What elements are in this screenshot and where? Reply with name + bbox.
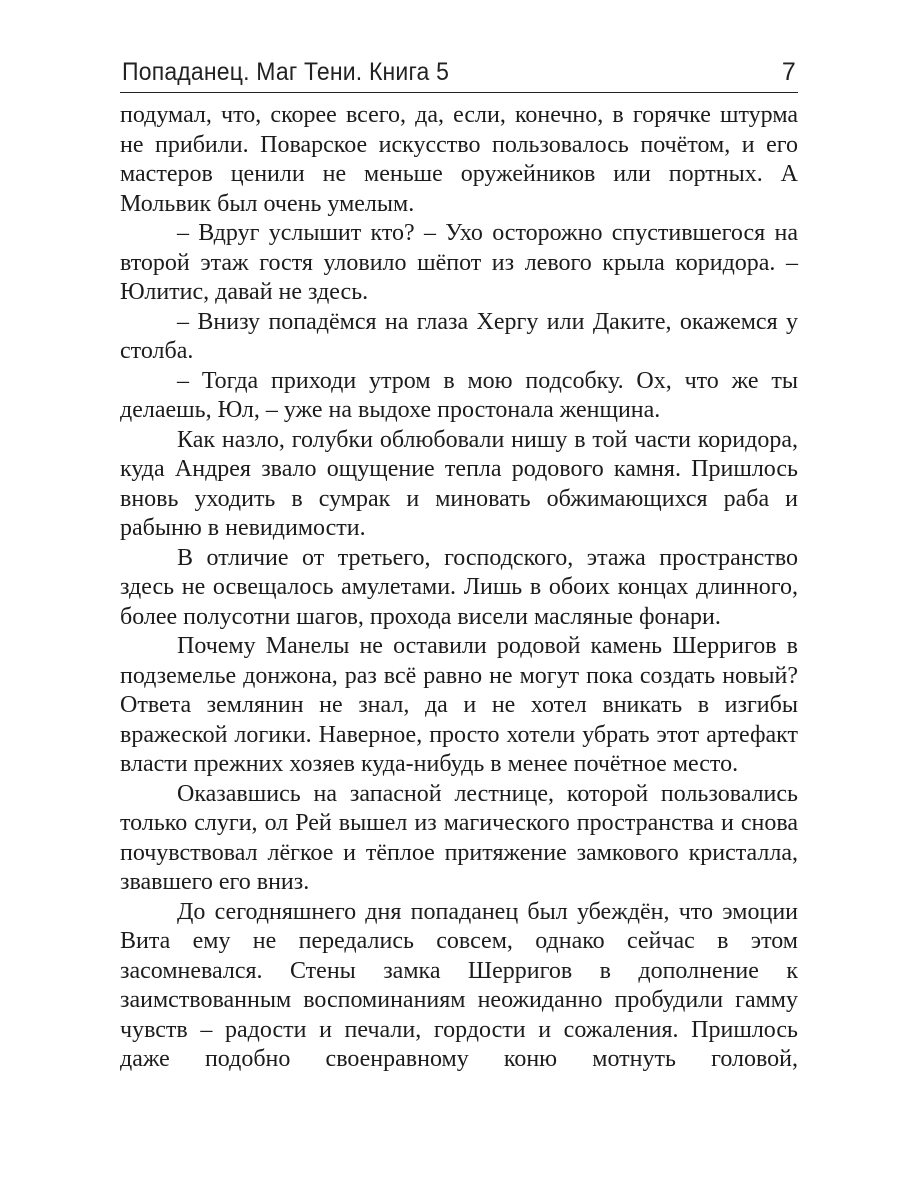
body-text (120, 101, 798, 1075)
paragraph: – Вдруг услышит кто? – Ухо осторожно спустившегося на второй этаж гостя уловило шёпот из левого крыла коридора. – Юлитис, давай не здесь. (120, 220, 798, 305)
paragraph: Почему Манелы не оставили родовой камень Шерригов в подземелье донжона, раз всё равно не могут пока создать новый? Ответа землянин не знал, да и не хотел вникать в изгибы вражеской логики. Наверное, просто хотели убрать этот артефакт власти прежних хозяев куда-нибудь в менее почётное место. (120, 633, 798, 777)
page-number: 7 (781, 58, 796, 86)
paragraph: До сегодняшнего дня попаданец был убеждён, что эмоции Вита ему не передались совсем, однако сейчас в этом засомневался. Стены замка Шерригов в дополнение к заимствованным воспоминаниям неожиданно пробудили гамму чувств – радости и печали, гордости и сожаления. Пришлось даже подобно своенравному коню мотнуть головой, (120, 898, 798, 1072)
paragraph: В отличие от третьего, господского, этажа пространство здесь не освещалось амулетами. Лишь в обоих концах длинного, более полусотни шагов, прохода висели масляные фонари. (120, 544, 798, 630)
paragraph: – Внизу попадёмся на глаза Хергу или Даките, окажемся у столба. (120, 308, 798, 364)
paragraph: подумал, что, скорее всего, да, если, конечно, в горячке штурма не прибили. Поварское искусство пользовалось почётом, и его мастеров ценили не меньше оружейников или портных. А Мольвик был очень умелым. (120, 102, 798, 217)
book-page (120, 0, 798, 1200)
running-header (120, 52, 798, 93)
paragraph: – Тогда приходи утром в мою подсобку. Ох, что же ты делаешь, Юл, – уже на выдохе простонала женщина. (120, 367, 798, 423)
paragraph: Оказавшись на запасной лестнице, которой пользовались только слуги, ол Рей вышел из магического пространства и снова почувствовал лёгкое и тёплое притяжение замкового кристалла, звавшего его вниз. (120, 780, 798, 895)
book-title: Попаданец. Маг Тени. Книга 5 (122, 58, 450, 86)
paragraph: Как назло, голубки облюбовали нишу в той части коридора, куда Андрея звало ощущение тепла родового камня. Пришлось вновь уходить в сумрак и миновать обжимающихся раба и рабыню в невидимости. (120, 426, 798, 541)
